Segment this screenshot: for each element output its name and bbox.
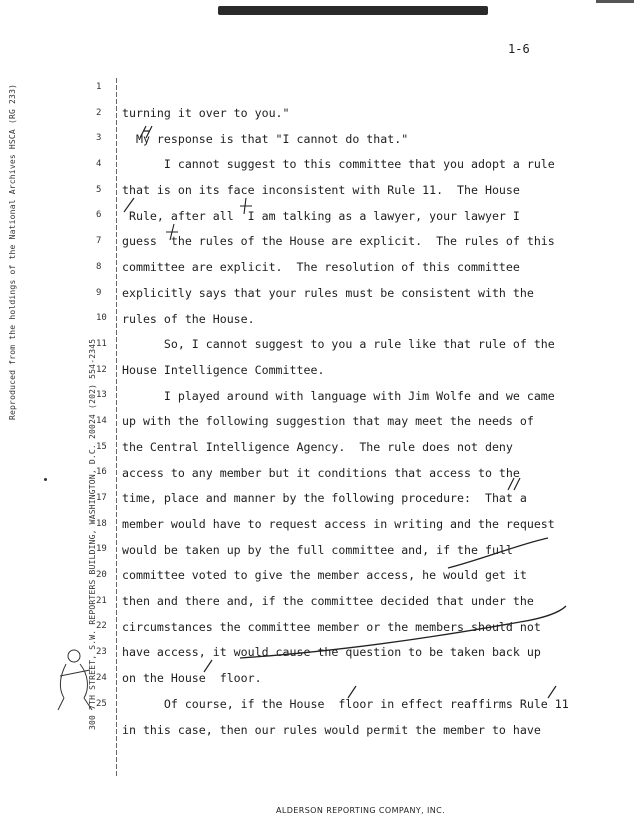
- line-number: 7: [96, 236, 102, 247]
- transcript-line: explicitly says that your rules must be consistent with the: [122, 285, 534, 300]
- dash-mark: [166, 224, 178, 240]
- line-number: 4: [96, 159, 102, 170]
- line-number: 10: [96, 313, 107, 324]
- line-number: 13: [96, 390, 107, 401]
- line-number: 21: [96, 595, 107, 606]
- line-number: 15: [96, 441, 107, 452]
- line-number: 14: [96, 415, 107, 426]
- transcript-line: So, I cannot suggest to you a rule like that rule of the: [122, 337, 555, 352]
- edit-slash: [204, 660, 212, 672]
- line-number: 11: [96, 338, 107, 349]
- line-number: 20: [96, 570, 107, 581]
- transcript-line: I played around with language with Jim Wolfe and we came: [122, 388, 555, 403]
- line-number: 6: [96, 210, 102, 221]
- transcript-line: time, place and manner by the following procedure: That a: [122, 491, 527, 506]
- line-number: 25: [96, 698, 107, 709]
- transcript-line: would be taken up by the full committee and, if the full: [122, 542, 513, 557]
- transcript-line: committee are explicit. The resolution of this committee: [122, 260, 520, 275]
- transcript-line: guess the rules of the House are explicit. The rules of this: [122, 234, 555, 249]
- edit-slash: [548, 686, 556, 698]
- edit-slash: [124, 198, 134, 212]
- annotation-curve: [448, 538, 548, 568]
- line-number: 24: [96, 672, 107, 683]
- dash-mark: [240, 198, 252, 214]
- line-number: 16: [96, 467, 107, 478]
- annotation-curve: [240, 606, 566, 658]
- line-number: 1: [96, 82, 102, 92]
- line-number: 2: [96, 107, 102, 118]
- reporting-company-footer: ALDERSON REPORTING COMPANY, INC.: [276, 806, 446, 815]
- transcript-line: member would have to request access in writing and the request: [122, 517, 555, 531]
- transcript-line: then and there and, if the committee decided that under the: [122, 594, 534, 609]
- transcript-line: turning it over to you.": [122, 106, 290, 120]
- paragraph-mark: [508, 478, 520, 490]
- transcript-line: House Intelligence Committee.: [122, 362, 325, 377]
- line-number: 5: [96, 184, 102, 195]
- transcript-line: committee voted to give the member access, he would get it: [122, 568, 527, 583]
- reporter-logo-icon: [58, 650, 92, 710]
- line-number: 12: [96, 364, 107, 375]
- line-number: 17: [96, 493, 107, 503]
- line-number: 23: [96, 647, 107, 658]
- line-number: 9: [96, 287, 102, 298]
- transcript-line: up with the following suggestion that may meet the needs of: [122, 414, 534, 429]
- transcript-line: access to any member but it conditions that access to the: [122, 465, 520, 480]
- transcript-line: on the House floor.: [122, 671, 262, 686]
- paragraph-mark: [140, 126, 152, 138]
- line-number: 22: [96, 621, 107, 632]
- transcript-line: have access, it would cause the question to be taken back up: [122, 645, 541, 660]
- transcript-line: rules of the House.: [122, 311, 255, 326]
- transcript-line: I cannot suggest to this committee that you adopt a rule: [122, 157, 555, 172]
- reporter-address: 300 7TH STREET, S.W. REPORTERS BUILDING, WASHINGTON, D.C. 20024 (202) 554-2345: [88, 338, 97, 730]
- transcript-line: circumstances the committee member or the members should not: [122, 619, 541, 634]
- transcript-line: Rule, after all I am talking as a lawyer, your lawyer I: [122, 208, 520, 223]
- transcript-line: in this case, then our rules would permit the member to have: [122, 722, 541, 737]
- line-number: 3: [96, 133, 102, 144]
- transcript-line: that is on its face inconsistent with Rule 11. The House: [122, 183, 520, 198]
- line-number: 18: [96, 518, 107, 529]
- edit-slash: [348, 686, 356, 698]
- page-number: 1-6: [508, 42, 530, 56]
- line-number: 19: [96, 544, 107, 555]
- transcript-line: the Central Intelligence Agency. The rule does not deny: [122, 439, 513, 454]
- transcript-line: My response is that "I cannot do that.": [122, 131, 409, 146]
- transcript-line: Of course, if the House floor in effect reaffirms Rule 11: [122, 696, 569, 711]
- line-number: 8: [96, 261, 102, 272]
- archive-note: Reproduced from the holdings of the National Archives HSCA (RG 233): [8, 83, 17, 420]
